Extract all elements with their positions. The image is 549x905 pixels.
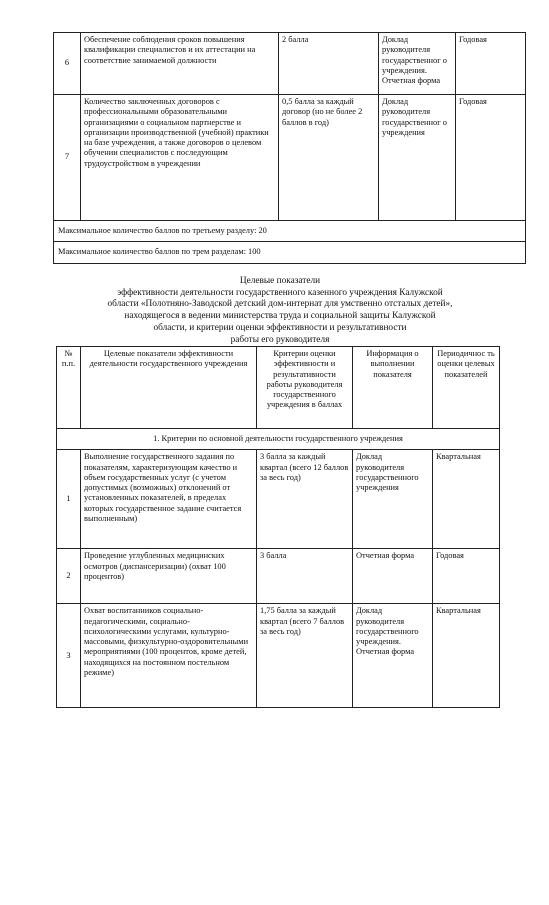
- period-cell: Квартальная: [433, 450, 500, 549]
- row-number: 1: [57, 450, 81, 549]
- table-row: [54, 95, 526, 221]
- row-number: 2: [57, 549, 81, 604]
- info-cell: Доклад руководителя государственног о учреждения. Отчетная форма: [379, 33, 456, 95]
- target-indicators-table: [56, 346, 500, 708]
- criteria-cell: 3 балла: [257, 549, 353, 604]
- header-num: № п.п.: [57, 347, 81, 429]
- max-total-score: Максимальное количество баллов по трем разделам: 100: [54, 242, 526, 263]
- header-indicator: Целевые показатели эффективности деятельности государственного учреждения: [81, 347, 257, 429]
- header-info: Информация о выполнении показателя: [353, 347, 433, 429]
- period-cell: Годовая: [456, 95, 526, 221]
- row-number: 6: [54, 33, 81, 95]
- row-number: 3: [57, 604, 81, 708]
- heading-line: эффективности деятельности государственного казенного учреждения Калужской: [117, 287, 443, 298]
- row-number: 7: [54, 95, 81, 221]
- heading-line: работы его руководителя: [230, 334, 330, 345]
- criteria-cell: 3 балла за каждый квартал (всего 12 баллов за весь год): [257, 450, 353, 549]
- period-cell: Годовая: [456, 33, 526, 95]
- criteria-cell: 0,5 балла за каждый договор (но не более 2 баллов в год): [279, 95, 379, 221]
- heading-line: области, и критерии оценки эффективности и результативности: [153, 322, 407, 333]
- table-row: [54, 33, 526, 95]
- info-cell: Отчетная форма: [353, 549, 433, 604]
- heading-line: Целевые показатели: [239, 276, 321, 286]
- header-criteria: Критерии оценки эффективности и результативности работы руководителя государственного учреждения в баллах: [257, 347, 353, 429]
- max-section3-score: Максимальное количество баллов по третьему разделу: 20: [54, 221, 526, 242]
- indicator-cell: Обеспечение соблюдения сроков повышения квалификации специалистов и их аттестации на соответствие занимаемой должности: [81, 33, 279, 95]
- criteria-cell: 2 балла: [279, 33, 379, 95]
- indicator-cell: Проведение углубленных медицинских осмотров (диспансеризации) (охват 100 процентов): [81, 549, 257, 604]
- section-row: [57, 429, 500, 450]
- document-heading: [60, 276, 500, 346]
- table-row: [54, 242, 526, 263]
- header-period: Периодичнос ть оценки целевых показателей: [433, 347, 500, 429]
- info-cell: Доклад руководителя государственног о учреждения: [379, 95, 456, 221]
- table-row: [54, 221, 526, 242]
- heading-line: области «Полотняно-Заводской детский дом-интернат для умственно отсталых детей»,: [107, 299, 453, 310]
- table-row: [57, 450, 500, 549]
- info-cell: Доклад руководителя государственного учреждения: [353, 450, 433, 549]
- indicator-cell: Количество заключенных договоров с профессиональными образовательными организациями о социальном партнерстве и организации производственной (учебной) практики на базе учреждения, а также договоров о целевом обучении специалистов с последующим трудоустройством в учреждении: [81, 95, 279, 221]
- period-cell: Годовая: [433, 549, 500, 604]
- heading-line: находящегося в ведении министерства труда и социальной защиты Калужской: [124, 311, 436, 322]
- table-row: [57, 549, 500, 604]
- section-title: 1. Критерии по основной деятельности государственного учреждения: [57, 429, 500, 450]
- indicator-cell: Выполнение государственного задания по показателям, характеризующим качество и объем государственных услуг (с учетом допустимых (возможных) отклонений от установленных показателей, в пределах которых государственное задание считается выполненным): [81, 450, 257, 549]
- period-cell: Квартальная: [433, 604, 500, 708]
- info-cell: Доклад руководителя государственного учреждения. Отчетная форма: [353, 604, 433, 708]
- top-criteria-table: [53, 32, 526, 264]
- indicator-cell: Охват воспитанников социально-педагогическими, социально-психологическими услугами, культурно-массовыми, физкультурно-оздоровительными мероприятиями (100 процентов, кроме детей, находящихся на постоянном постельном режиме): [81, 604, 257, 708]
- header-row: [57, 347, 500, 429]
- criteria-cell: 1,75 балла за каждый квартал (всего 7 баллов за весь год): [257, 604, 353, 708]
- table-row: [57, 604, 500, 708]
